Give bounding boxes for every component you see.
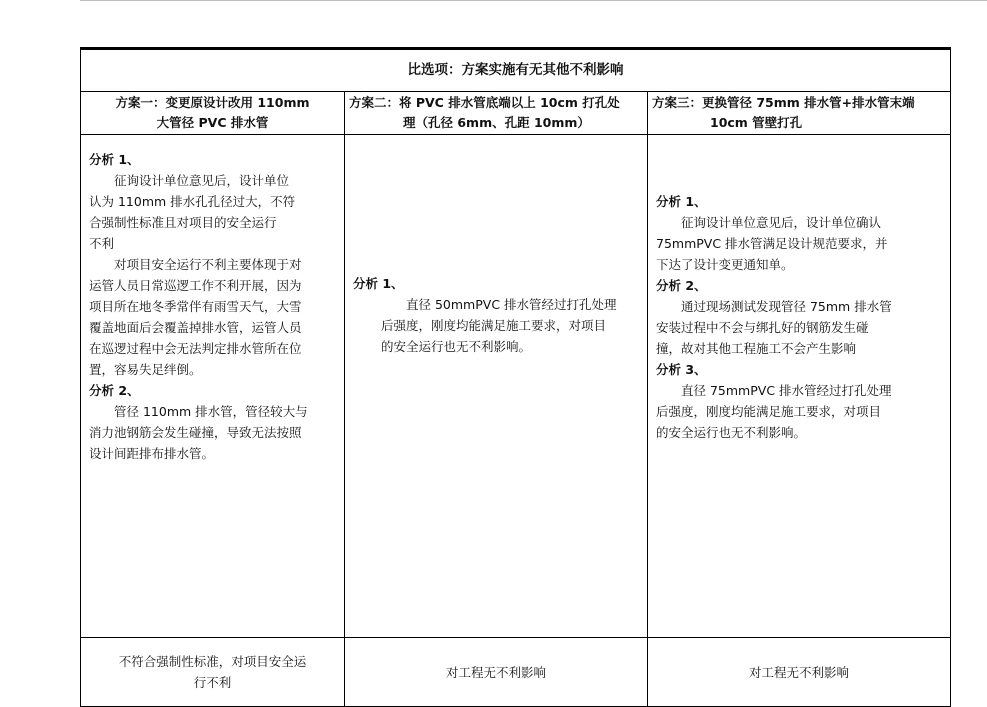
analysis-line: 后强度，刚度均能满足施工要求，对项目 [656, 404, 882, 419]
scheme-1-conclusion [81, 638, 345, 707]
analysis-line: 合强制性标准且对项目的安全运行 [89, 215, 277, 230]
table-title-row [81, 49, 951, 92]
analysis-line: 对项目安全运行不利主要体现于对 [114, 257, 302, 272]
analysis-line: 的安全运行也无不利影响。 [656, 425, 807, 440]
analysis-line: 撞，故对其他工程施工不会产生影响 [656, 341, 857, 356]
analysis-line: 征询设计单位意见后，设计单位 [114, 173, 290, 188]
analysis-line: 设计间距排布排水管。 [89, 446, 215, 461]
page-top-rule [80, 0, 987, 1]
analysis-line: 运管人员日常巡逻工作不利开展，因为 [89, 278, 302, 293]
scheme-1-analysis [81, 135, 345, 638]
analysis-line: 的安全运行也无不利影响。 [381, 339, 532, 354]
comparison-table [80, 47, 951, 707]
analysis-line: 通过现场测试发现管径 75mm 排水管 [681, 299, 892, 314]
header-scheme-3-line2: 10cm 管壁打孔 [710, 115, 803, 130]
header-scheme-2-line1: 方案二：将 PVC 排水管底端以上 10cm 打孔处 [349, 95, 620, 110]
table-conclusion-row [81, 638, 951, 707]
scheme-2-analysis [345, 135, 648, 638]
analysis-line: 后强度，刚度均能满足施工要求，对项目 [381, 318, 607, 333]
analysis-heading: 分析 1、 [656, 194, 707, 209]
header-scheme-1-line1: 方案一：变更原设计改用 110mm [115, 95, 310, 110]
analysis-line: 认为 110mm 排水孔孔径过大，不符 [89, 194, 296, 209]
analysis-heading: 分析 1、 [89, 152, 140, 167]
analysis-line: 消力池钢筋会发生碰撞，导致无法按照 [89, 425, 302, 440]
header-scheme-2 [345, 92, 648, 135]
header-scheme-1-line2: 大管径 PVC 排水管 [156, 115, 269, 130]
analysis-line: 75mmPVC 排水管满足设计规范要求，并 [656, 236, 888, 251]
analysis-line: 直径 50mmPVC 排水管经过打孔处理 [406, 297, 617, 312]
table-header-row [81, 92, 951, 135]
header-scheme-3-line1: 方案三：更换管径 75mm 排水管+排水管末端 [652, 95, 915, 110]
analysis-line: 在巡逻过程中会无法判定排水管所在位 [89, 341, 302, 356]
analysis-line: 不利 [89, 236, 115, 251]
analysis-line: 直径 75mmPVC 排水管经过打孔处理 [681, 383, 892, 398]
header-scheme-1 [81, 92, 345, 135]
analysis-heading: 分析 1、 [353, 276, 404, 291]
analysis-line: 征询设计单位意见后，设计单位确认 [681, 215, 882, 230]
analysis-line: 置，容易失足绊倒。 [89, 362, 202, 377]
analysis-heading: 分析 2、 [89, 383, 140, 398]
analysis-heading: 分析 3、 [656, 362, 707, 377]
analysis-line: 项目所在地冬季常伴有雨雪天气，大雪 [89, 299, 302, 314]
analysis-line: 覆盖地面后会覆盖掉排水管，运管人员 [89, 320, 302, 335]
table-title: 比选项：方案实施有无其他不利影响 [81, 49, 951, 92]
conclusion-line: 不符合强制性标准，对项目安全运 [118, 654, 307, 669]
scheme-3-analysis [648, 135, 951, 638]
conclusion-line: 行不利 [193, 675, 232, 690]
scheme-3-conclusion: 对工程无不利影响 [648, 638, 951, 707]
header-scheme-3 [648, 92, 951, 135]
analysis-heading: 分析 2、 [656, 278, 707, 293]
table-analysis-row [81, 135, 951, 638]
header-scheme-2-line2: 理（孔径 6mm、孔距 10mm） [403, 115, 590, 130]
scheme-2-conclusion: 对工程无不利影响 [345, 638, 648, 707]
analysis-line: 安装过程中不会与绑扎好的钢筋发生碰 [656, 320, 869, 335]
analysis-line: 管径 110mm 排水管，管径较大与 [114, 404, 308, 419]
analysis-line: 下达了设计变更通知单。 [656, 257, 794, 272]
